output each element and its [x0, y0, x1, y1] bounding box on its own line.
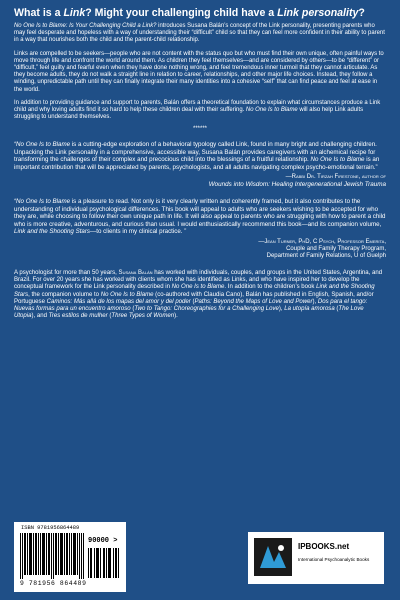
headline-text: What is a — [14, 7, 64, 19]
book-title: No One Is to Blame — [310, 156, 365, 164]
barcode-icon — [20, 533, 84, 579]
book-title: Tres estilos de mulher — [48, 313, 108, 320]
bio-text: ( — [190, 298, 195, 305]
headline-text: ? Might your challenging child have a — [85, 7, 278, 19]
bio-text: ( — [130, 305, 135, 312]
bio-text: A psychologist for more than 50 years, — [14, 270, 119, 277]
book-title: No One Is to Blame — [245, 107, 298, 114]
bio-text: ). — [174, 313, 178, 320]
endorsement-attribution-2 — [14, 239, 386, 261]
attribution-department: Department of Family Relations, U of Guelph — [266, 252, 386, 259]
book-title: Two to Tango: Choreographies for a Challenging Love — [134, 305, 279, 312]
theory-text: will also help Link adults struggling to understand themselves. — [14, 107, 364, 121]
book-title: The Love Utopia — [14, 305, 364, 320]
quote-text: —to clients in my clinical practice. ” — [90, 228, 187, 236]
bio-text: ( — [334, 305, 339, 312]
bio-text: ( — [107, 313, 112, 320]
book-title: Paths: Beyond the Maps of Love and Power — [194, 298, 313, 305]
bio-text: ), and — [31, 313, 49, 320]
quote-text: is a cutting-edge exploration of a behavioral typology called Link, found in many bright and challenging children. Unpacking the Link personality in a comprehensive, accessible way, Susana Balán provides caregivers with an alchemical recipe for transforming the challenges of their complex and precocious child into the blessings of a fruitful relationship. — [14, 141, 377, 164]
bio-text: ), — [278, 305, 285, 312]
book-title: No One Is to Blame: Is Your Challenging Child a Link? — [14, 23, 157, 29]
publisher-subtitle: International Psychoanalytic Books — [298, 557, 370, 562]
theory-text: In addition to providing guidance and support to parents, Balán offers a theoretical foundation to explain what circumstances produce a Link child and why loving adults find it so hard to help these children deal with their suffering. — [14, 99, 381, 114]
author-bio — [14, 270, 386, 320]
book-title: Three Types of Women — [111, 313, 175, 320]
endorsement-quote-1 — [14, 141, 386, 171]
book-title: No One Is to Blame — [171, 284, 225, 291]
bio-text: (co-authored with Claudia Cano), Balán has published in English, Spanish, and/or Portuguese — [14, 291, 374, 305]
bio-text: ), — [312, 298, 318, 305]
headline-text: ? — [358, 7, 365, 19]
intro-text: introduces Susana Balán’s concept of the Link personality, presenting parents who may feel desperate and hopeless with a way of understanding their “difficult” child so that they can feel more confident in their ability to parent in a way that nourishes both the child and the parent-child relationship. — [14, 23, 385, 44]
book-title: Dos para el tango: Nuevas formas para un encuentro amoroso — [14, 298, 368, 312]
isbn-barcode — [14, 522, 126, 592]
bio-text: has worked with individuals, couples, and groups in the United States, Argentina, and Brazil. For over 20 years she has worked with clients whom she has identified as Links, and who have inspired her to develop the conceptual framework for the Link personality described in — [14, 270, 383, 291]
book-title: “No One Is to Blame — [14, 198, 71, 206]
intro-paragraph — [14, 23, 386, 45]
attribution-program: Couple and Family Therapy Program, — [286, 245, 386, 252]
barcode-digits: 9 781956 864489 — [20, 580, 87, 587]
isbn-label: ISBN 9781956864489 — [21, 525, 80, 531]
book-title: La utopía amorosa — [284, 305, 335, 312]
ipbooks-logo-icon — [254, 538, 292, 576]
back-cover-text — [14, 6, 386, 320]
price-code: 90000 > — [88, 537, 118, 545]
attribution-name: —Rabbi Dr. Tirzah Firestone, author of — [285, 174, 386, 181]
book-title: “No One Is to Blame — [14, 141, 71, 149]
attribution-name: —Jean Turner, PhD, C Psych, Professor Emerita, — [258, 238, 386, 245]
endorsement-attribution-1 — [14, 174, 386, 188]
quote-text: is an important contribution that will be appreciated by parents, psychologists, and all adults navigating complex psycho-emotional terrain.” — [14, 156, 380, 171]
book-title: Link and the Shooting Stars — [14, 228, 91, 236]
author-name: Susana Balán — [118, 270, 153, 277]
attribution-book: Wounds into Wisdom: Healing Intergenerational Jewish Trauma — [208, 181, 386, 189]
book-title: Caminos: Más allá de los mapas del amor y del poder — [46, 298, 191, 305]
headline-link-personality: Link personality — [277, 7, 359, 19]
endorsement-quote-2 — [14, 198, 386, 235]
bio-text: . In addition to the children’s book — [224, 284, 317, 291]
section-divider: ****** — [192, 126, 207, 133]
publisher-logo — [248, 532, 384, 584]
book-title: Link and the Shooting Stars — [14, 284, 375, 298]
quote-text: is a pleasure to read. Not only is it very clearly written and coherently framed, but it also contributes to the understanding of individual psychological differences. This book will appeal to adults who are seekers wishing to be accepted for who they are, while choosing to follow their own unique path in life. It will also appeal to parents who are struggling with how to parent a child who is more creative, adventurous, and curious than usual. I would enthusiastically recommend this book—and its companion volume, — [14, 198, 386, 228]
links-paragraph: Links are compelled to be seekers—people who are not content with the status quo but who must find their own unique, often painful ways to move through life and confront the world around them. As children they feel themselves—and are considered by others—to be “different” or “difficult,” feel guilty and fearful even when they have done nothing wrong, and feel tremendous inner turmoil that they cannot articulate. As they become adults, they do not walk a straight line in relation to career, relationships, and other major life choices. Instead, they follow a winding, unpredictable path until they can finally integrate their many identities into a cohesive “self” that can find peace and feel at ease in the world. — [14, 50, 384, 93]
book-title: No One Is to Blame — [100, 291, 154, 298]
headline — [14, 6, 386, 20]
publisher-name: IPBOOKS.net — [298, 542, 350, 551]
headline-link: Link — [63, 7, 86, 19]
theory-paragraph — [14, 100, 386, 122]
addon-barcode-icon — [88, 548, 120, 578]
bio-text: , the companion volume to — [28, 291, 101, 298]
